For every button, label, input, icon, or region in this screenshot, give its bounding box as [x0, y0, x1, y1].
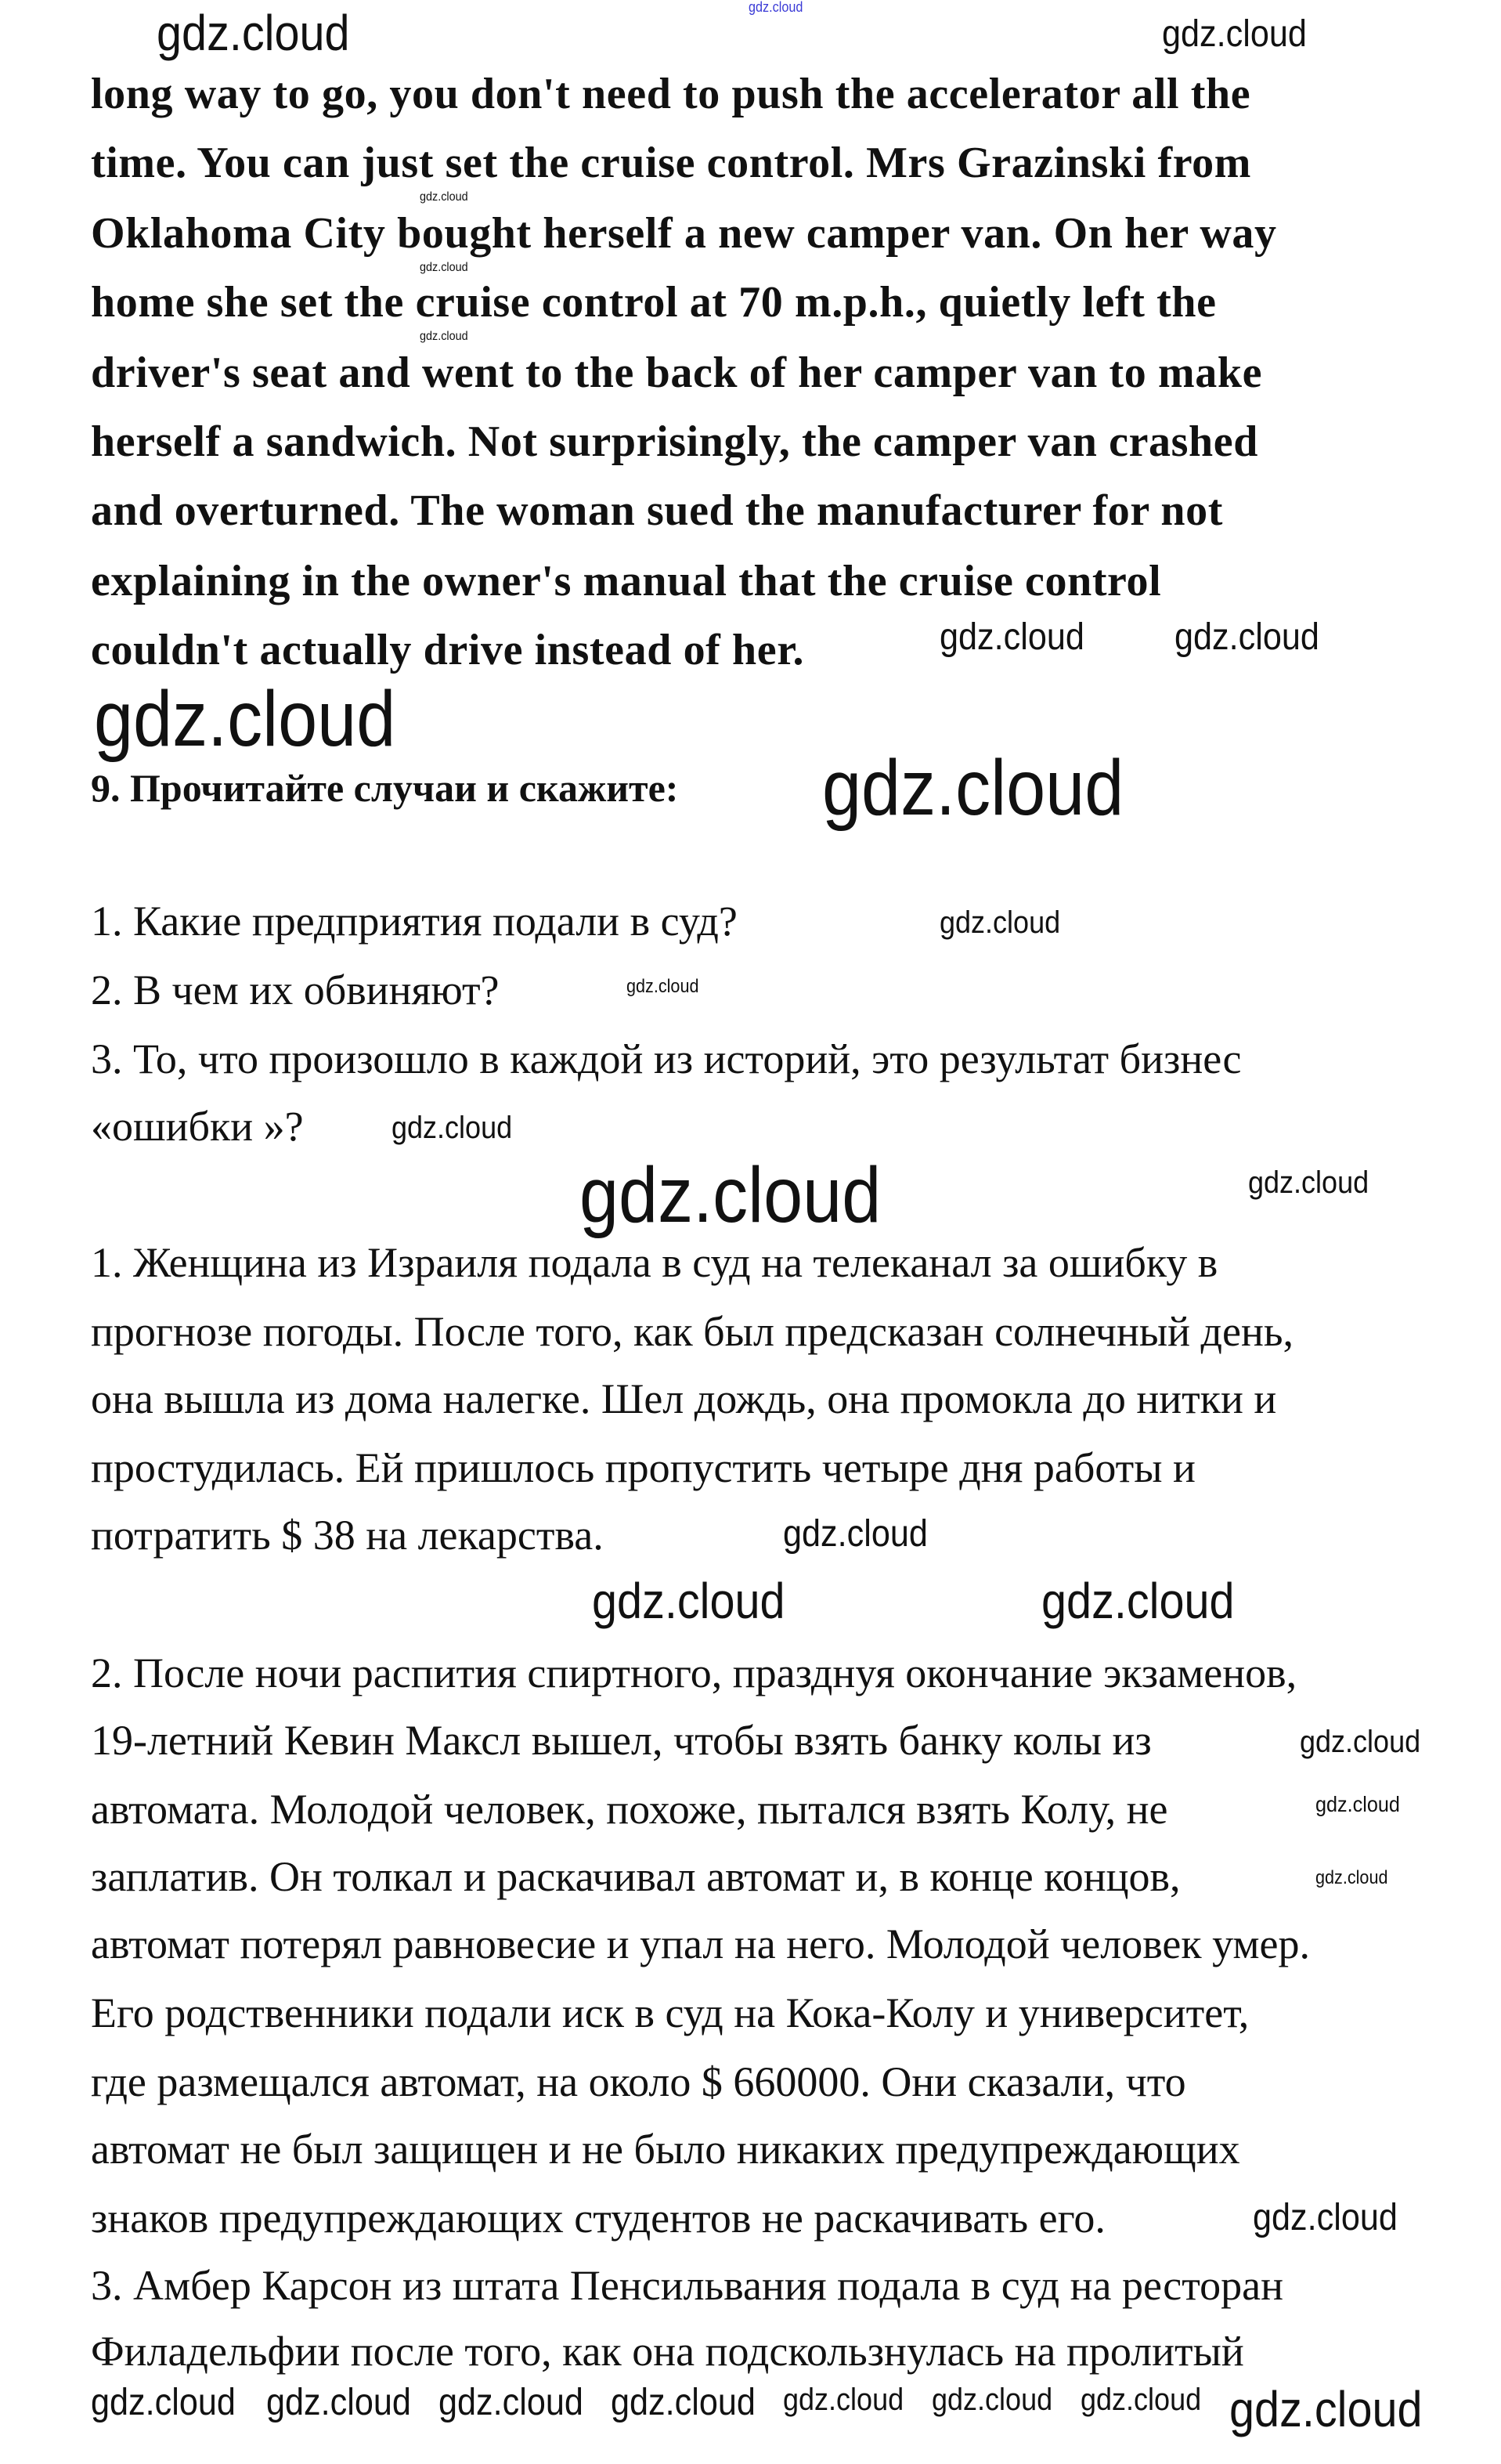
watermark: gdz.cloud: [1315, 1792, 1400, 1816]
question-line: 1. Какие предприятия подали в суд?: [91, 898, 738, 945]
watermark: gdz.cloud: [157, 5, 350, 61]
watermark: gdz.cloud: [783, 2383, 904, 2417]
watermark: gdz.cloud: [266, 2382, 411, 2423]
question-line: «ошибки »?: [91, 1103, 304, 1150]
case1-line: прогнозе погоды. После того, как был предсказан солнечный день,: [91, 1308, 1294, 1355]
watermark: gdz.cloud: [1229, 2381, 1423, 2437]
watermark: gdz.cloud: [1162, 13, 1307, 55]
story-line: Oklahoma City bought herself a new camper van. On her way: [91, 209, 1277, 258]
case2-line: знаков предупреждающих студентов не раскачивать его.: [91, 2195, 1106, 2242]
watermark: gdz.cloud: [1300, 1725, 1421, 1759]
case1-line: простудилась. Ей пришлось пропустить четыре дня работы и: [91, 1444, 1196, 1491]
watermark: gdz.cloud: [1041, 1573, 1235, 1629]
case2-line: автомат потерял равновесие и упал на него. Молодой человек умер.: [91, 1920, 1311, 1967]
question-line: 2. В чем их обвиняют?: [91, 966, 500, 1013]
story-line: home she set the cruise control at 70 m.p.h., quietly left the: [91, 278, 1217, 327]
case3-line: Филадельфии после того, как она подскользнулась на пролитый: [91, 2328, 1244, 2375]
case2-line: где размещался автомат, на около $ 660000. Они сказали, что: [91, 2058, 1186, 2105]
case2-line: автомата. Молодой человек, похоже, пытался взять Колу, не: [91, 1786, 1168, 1833]
watermark: gdz.cloud: [932, 2383, 1053, 2417]
watermark: gdz.cloud: [420, 330, 468, 343]
case1-line: 1. Женщина из Израиля подала в суд на телеканал за ошибку в: [91, 1239, 1218, 1286]
story-line: time. You can just set the cruise control. Mrs Grazinski from: [91, 139, 1252, 187]
story-line: herself a sandwich. Not surprisingly, the camper van crashed: [91, 417, 1258, 466]
watermark: gdz.cloud: [940, 905, 1061, 940]
watermark: gdz.cloud: [1315, 1867, 1388, 1888]
case1-line: потратить $ 38 на лекарства.: [91, 1512, 604, 1559]
story-line: driver's seat and went to the back of her camper van to make: [91, 349, 1263, 397]
case1-line: она вышла из дома налегке. Шел дождь, она промокла до нитки и: [91, 1375, 1277, 1422]
watermark: gdz.cloud: [592, 1573, 785, 1629]
story-line: and overturned. The woman sued the manufacturer for not: [91, 486, 1224, 535]
watermark: gdz.cloud: [391, 1111, 513, 1145]
watermark: gdz.cloud: [783, 1513, 928, 1555]
case2-line: 2. После ночи распития спиртного, празднуя окончание экзаменов,: [91, 1649, 1297, 1696]
task-heading: 9. Прочитайте случаи и скажите:: [91, 766, 679, 810]
case2-line: автомат не был защищен и не было никаких предупреждающих: [91, 2126, 1240, 2173]
case3-line: 3. Амбер Карсон из штата Пенсильвания подала в суд на ресторан: [91, 2262, 1283, 2309]
watermark: gdz.cloud: [611, 2382, 756, 2423]
watermark: gdz.cloud: [749, 0, 803, 15]
watermark: gdz.cloud: [420, 190, 468, 204]
story-line: long way to go, you don't need to push the accelerator all the: [91, 70, 1251, 118]
story-line: couldn't actually drive instead of her.: [91, 626, 805, 674]
case2-line: заплатив. Он толкал и раскачивал автомат и, в конце концов,: [91, 1853, 1181, 1900]
watermark: gdz.cloud: [1253, 2197, 1398, 2238]
watermark: gdz.cloud: [1081, 2383, 1202, 2417]
watermark: gdz.cloud: [940, 616, 1084, 658]
story-line: explaining in the owner's manual that the cruise control: [91, 557, 1162, 605]
watermark: gdz.cloud: [626, 976, 699, 997]
question-line: 3. То, что произошло в каждой из историй, это результат бизнес: [91, 1035, 1242, 1082]
watermark: gdz.cloud: [91, 2382, 236, 2423]
watermark: gdz.cloud: [1248, 1165, 1369, 1200]
case2-line: Его родственники подали иск в суд на Кока-Колу и университет,: [91, 1989, 1250, 2036]
watermark: gdz.cloud: [438, 2382, 583, 2423]
watermark: gdz.cloud: [579, 1151, 882, 1239]
watermark: gdz.cloud: [94, 675, 396, 763]
watermark: gdz.cloud: [1174, 616, 1319, 658]
case2-line: 19-летний Кевин Максл вышел, чтобы взять банку колы из: [91, 1717, 1152, 1764]
watermark: gdz.cloud: [822, 744, 1124, 832]
watermark: gdz.cloud: [420, 261, 468, 274]
